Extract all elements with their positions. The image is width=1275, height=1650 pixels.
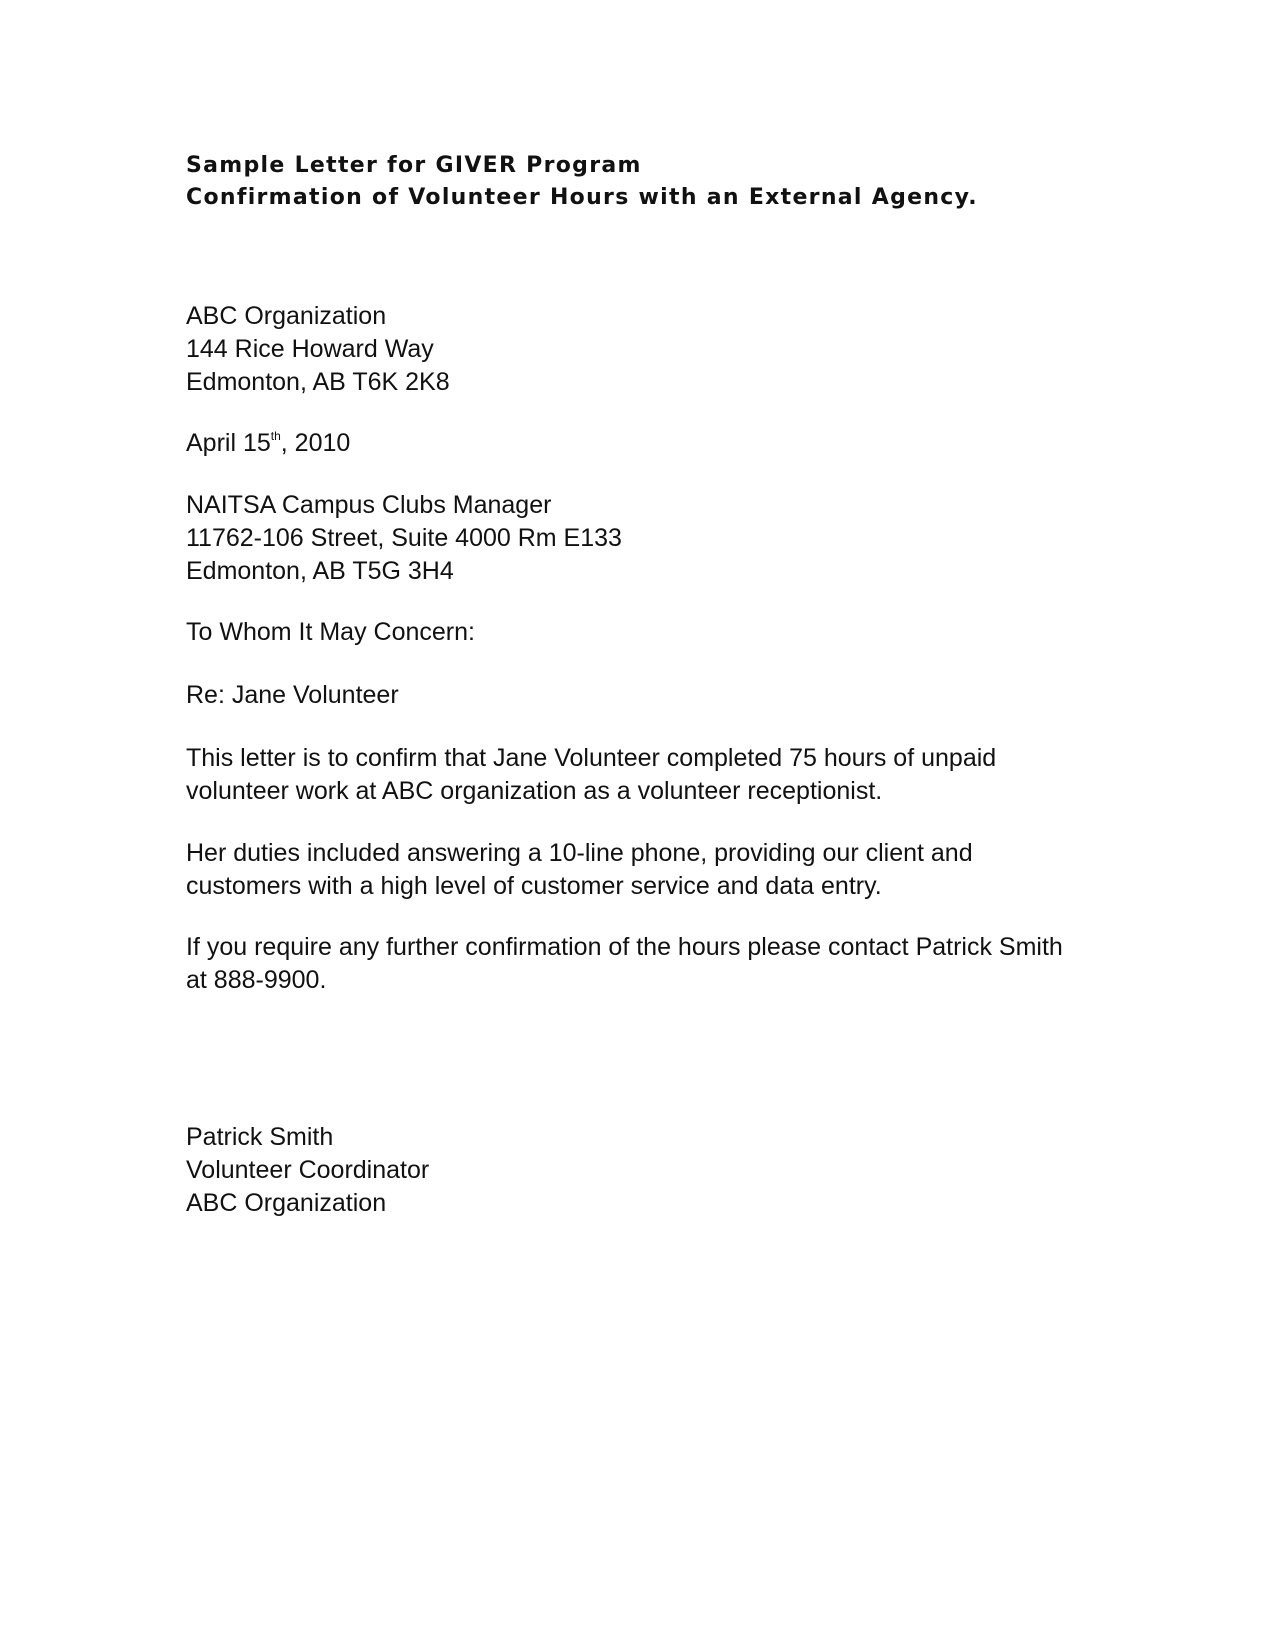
letter-title [186,150,978,214]
sender-city: Edmonton, AB T6K 2K8 [186,368,450,396]
body-paragraph [186,742,996,808]
recipient-street: 11762-106 Street, Suite 4000 Rm E133 [186,524,622,552]
paragraph-line: customers with a high level of customer service and data entry. [186,872,882,900]
sender-street: 144 Rice Howard Way [186,335,434,363]
date-month-day: April 15 [186,429,271,457]
body-paragraph [186,837,973,903]
signature-name: Patrick Smith [186,1123,334,1151]
signature-organization: ABC Organization [186,1189,387,1217]
date-ordinal: th [270,428,281,443]
title-line-2: Confirmation of Volunteer Hours with an External Agency. [186,185,978,210]
letter-date [186,427,350,460]
paragraph-line: at 888-9900. [186,966,327,994]
salutation: To Whom It May Concern: [186,618,475,646]
paragraph-line: If you require any further confirmation of the hours please contact Patrick Smith [186,933,1063,961]
recipient-city: Edmonton, AB T5G 3H4 [186,557,454,585]
body-paragraph [186,931,1063,997]
paragraph-line: This letter is to confirm that Jane Volunteer completed 75 hours of unpaid [186,744,997,772]
sender-address [186,300,450,399]
subject-line: Re: Jane Volunteer [186,681,399,709]
recipient-title: NAITSA Campus Clubs Manager [186,491,552,519]
sender-organization: ABC Organization [186,302,387,330]
signature-block [186,1121,429,1220]
title-line-1: Sample Letter for GIVER Program [186,153,642,178]
paragraph-line: Her duties included answering a 10-line phone, providing our client and [186,839,973,867]
paragraph-line: volunteer work at ABC organization as a volunteer receptionist. [186,777,883,805]
recipient-address [186,489,622,588]
signature-position: Volunteer Coordinator [186,1156,430,1184]
date-year: , 2010 [280,429,351,457]
